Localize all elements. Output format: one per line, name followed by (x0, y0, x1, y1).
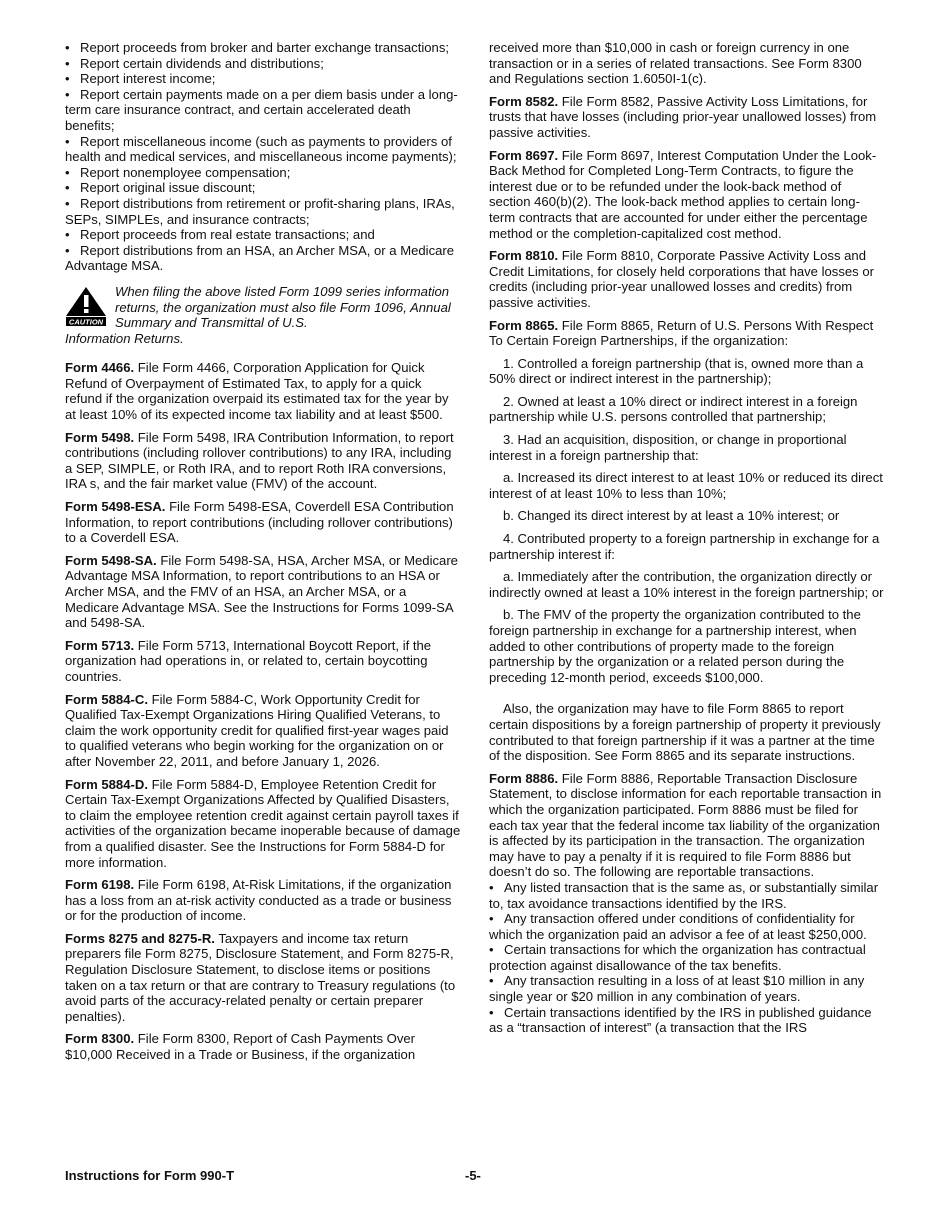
form-8300-continued: received more than $10,000 in cash or foreign currency in one transaction or in a series of related transactions. See Form 8300 and Regulations section 1.6050I-1(c). (489, 40, 862, 87)
list-item: • Any listed transaction that is the same as, or substantially similar to, tax avoidance transactions identified by the IRS. (489, 879, 879, 911)
form-5498-esa-paragraph: Form 5498-ESA. File Form 5498-ESA, Coverdell ESA Contribution Information, to report contributions (including rollover contributions) to a Coverdell ESA. (65, 499, 454, 546)
list-item: • Report certain payments made on a per diem basis under a long-term care insurance contract, and certain accelerated death benefits; (65, 86, 458, 133)
form-5884-d-paragraph: Form 5884-D. File Form 5884-D, Employee Retention Credit for Certain Tax-Exempt Organizations Affected by Qualified Disasters, to claim the employee retention credit against certain payroll taxes if activities of the organization became inoperable because of damage from a qualified disaster. See the Instructions for Form 5884-D for more information. (65, 776, 461, 870)
list-item: b. The FMV of the property the organization contributed to the foreign partnership in exchange for a partnership interest, when added to other contributions of property made to the foreign partnership by the organization or a related person during the preceding 12-month period, exceeds $100,000. (489, 607, 861, 685)
list-item: • Certain transactions identified by the IRS in published guidance as a “transaction of interest” (a transaction that the IRS (489, 1004, 872, 1036)
form-8865-paragraph: Form 8865. File Form 8865, Return of U.S. Persons With Respect To Certain Foreign Partnerships, if the organization: (489, 317, 874, 349)
form-8300-paragraph: Form 8300. File Form 8300, Report of Cash Payments Over $10,000 Received in a Trade or Business, if the organization (65, 1031, 416, 1063)
left-column (65, 40, 461, 1070)
caution-text: When filing the above listed Form 1099 series information returns, the organization must also file Form 1096, Annual Summary and Transmittal of U.S. (115, 283, 451, 331)
bullet-list-8886 (489, 880, 885, 1036)
list-item: a. Increased its direct interest to at least 10% or reduced its direct interest of at least 10% to less than 10%; (489, 470, 883, 501)
list-item: • Report certain dividends and distributions; (65, 55, 324, 71)
form-8582-paragraph: Form 8582. File Form 8582, Passive Activity Loss Limitations, for trusts that have losses (including prior-year unallowed losses) from passive activities. (489, 93, 877, 140)
list-item: • Any transaction offered under conditions of confidentiality for which the organization paid an advisor a fee of at least $250,000. (489, 911, 867, 942)
form-8810-paragraph: Form 8810. File Form 8810, Corporate Passive Activity Loss and Credit Limitations, for closely held corporations that have losses or credits (including prior-year unallowed losses and credits) from passive activities. (489, 248, 874, 310)
caution-note (65, 284, 461, 346)
list-item: • Report distributions from an HSA, an Archer MSA, or a Medicare Advantage MSA. (65, 242, 455, 274)
list-item: 2. Owned at least a 10% direct or indirect interest in a foreign partnership while U.S. persons controlled that partnership; (489, 393, 858, 425)
form-5884-c-paragraph: Form 5884-C. File Form 5884-C, Work Opportunity Credit for Qualified Tax-Exempt Organizations Hiring Qualified Veterans, to claim the work opportunity credit for qualified first-year wages paid to qualified veterans who begin working for the organization on or after November 22, 2011, and before January 1, 2026. (65, 691, 449, 769)
list-item: b. Changed its direct interest by at least a 10% interest; or (503, 508, 840, 524)
caution-text-continued: Information Returns. (65, 330, 184, 346)
list-item: • Report proceeds from broker and barter exchange transactions; (65, 40, 450, 55)
form-8697-paragraph: Form 8697. File Form 8697, Interest Computation Under the Look-Back Method for Completed Long-Term Contracts, to figure the interest due or to be refunded under the look-back method of section 460(b)(2). The look-back method applies to certain long-term contracts that are accounted for under either the percentage method or the completion-capitalized cost method. (489, 147, 877, 241)
page-footer (65, 1168, 885, 1184)
right-column (489, 40, 885, 1036)
forms-8275-paragraph: Forms 8275 and 8275-R. Taxpayers and income tax return preparers file Form 8275, Disclosure Statement, and Form 8275-R, Regulation Disclosure Statement, to disclose items or positions taken on a tax return or that are contrary to Treasury regulations (to avoid parts of the accuracy-related penalty or certain preparer penalties). (65, 930, 456, 1024)
list-item: • Report original issue discount; (65, 180, 256, 196)
footer-title: Instructions for Form 990-T (65, 1168, 235, 1183)
bullet-list-1099 (65, 40, 461, 274)
form-5498-paragraph: Form 5498. File Form 5498, IRA Contribution Information, to report contributions (including rollover contributions) to any IRA, including a SEP, SIMPLE, or Roth IRA, and to report Roth IRA conversions, IRA s, and the fair market value (FMV) of the account. (65, 429, 454, 492)
form-4466-paragraph: Form 4466. File Form 4466, Corporation Application for Quick Refund of Overpayment of Estimated Tax, to apply for a quick refund if the organization overpaid its estimated tax for the year by at least 10% of its expected income tax liability and at least $500. (65, 360, 449, 423)
list-item: 3. Had an acquisition, disposition, or change in proportional interest in a foreign partnership that: (489, 432, 847, 463)
list-item: • Any transaction resulting in a loss of at least $10 million in any single year or $20 million in any combination of years. (489, 973, 865, 1005)
list-item: • Report nonemployee compensation; (65, 164, 291, 180)
list-item: • Report interest income; (65, 71, 216, 87)
form-6198-paragraph: Form 6198. File Form 6198, At-Risk Limitations, if the organization has a loss from an at-risk activity conducted as a trade or business or for the production of income. (65, 877, 452, 924)
list-item: • Report miscellaneous income (such as payments to providers of health and medical services, and miscellaneous income payments); (65, 133, 457, 165)
page-number: -5- (465, 1168, 481, 1183)
list-item: • Report distributions from retirement or profit-sharing plans, IRAs, SEPs, SIMPLEs, and insurance contracts; (65, 195, 455, 227)
form-8865-also-paragraph: Also, the organization may have to file Form 8865 to report certain dispositions by a foreign partnership of property it previously contributed to that foreign partnership if it was a partner at the time of the disposition. See Form 8865 and its separate instructions. (489, 701, 881, 764)
form-5713-paragraph: Form 5713. File Form 5713, International Boycott Report, if the organization had operations in, or related to, certain boycotting countries. (65, 637, 432, 684)
list-item: 4. Contributed property to a foreign partnership in exchange for a partnership interest if: (489, 531, 880, 562)
list-item: 1. Controlled a foreign partnership (that is, owned more than a 50% direct or indirect interest in the partnership); (489, 355, 864, 387)
caution-icon (65, 286, 107, 326)
form-8886-paragraph: Form 8886. File Form 8886, Reportable Transaction Disclosure Statement, to disclose information for each reportable transaction in which the organization participated. Form 8886 must be filed for each tax year that the federal income tax liability of the organization is affected by its participation in the transaction. The organization may have to pay a penalty if it is required to file Form 8886 but doesn’t do so. The following are reportable transactions. (489, 770, 882, 880)
list-item: • Certain transactions for which the organization has contractual protection against disallowance of the tax benefits. (489, 942, 866, 973)
caution-label: CAUTION (68, 317, 104, 326)
list-item: • Report proceeds from real estate transactions; and (65, 227, 375, 243)
form-5498-sa-paragraph: Form 5498-SA. File Form 5498-SA, HSA, Archer MSA, or Medicare Advantage MSA Information, to report contributions to an HSA or Archer MSA, and the FMV of an HSA, an Archer MSA, or a Medicare Advantage MSA. See the Instructions for Forms 1099-SA and 5498-SA. (65, 552, 458, 631)
list-item: a. Immediately after the contribution, the organization directly or indirectly owned at least a 10% interest in the foreign partnership; or (489, 569, 884, 600)
